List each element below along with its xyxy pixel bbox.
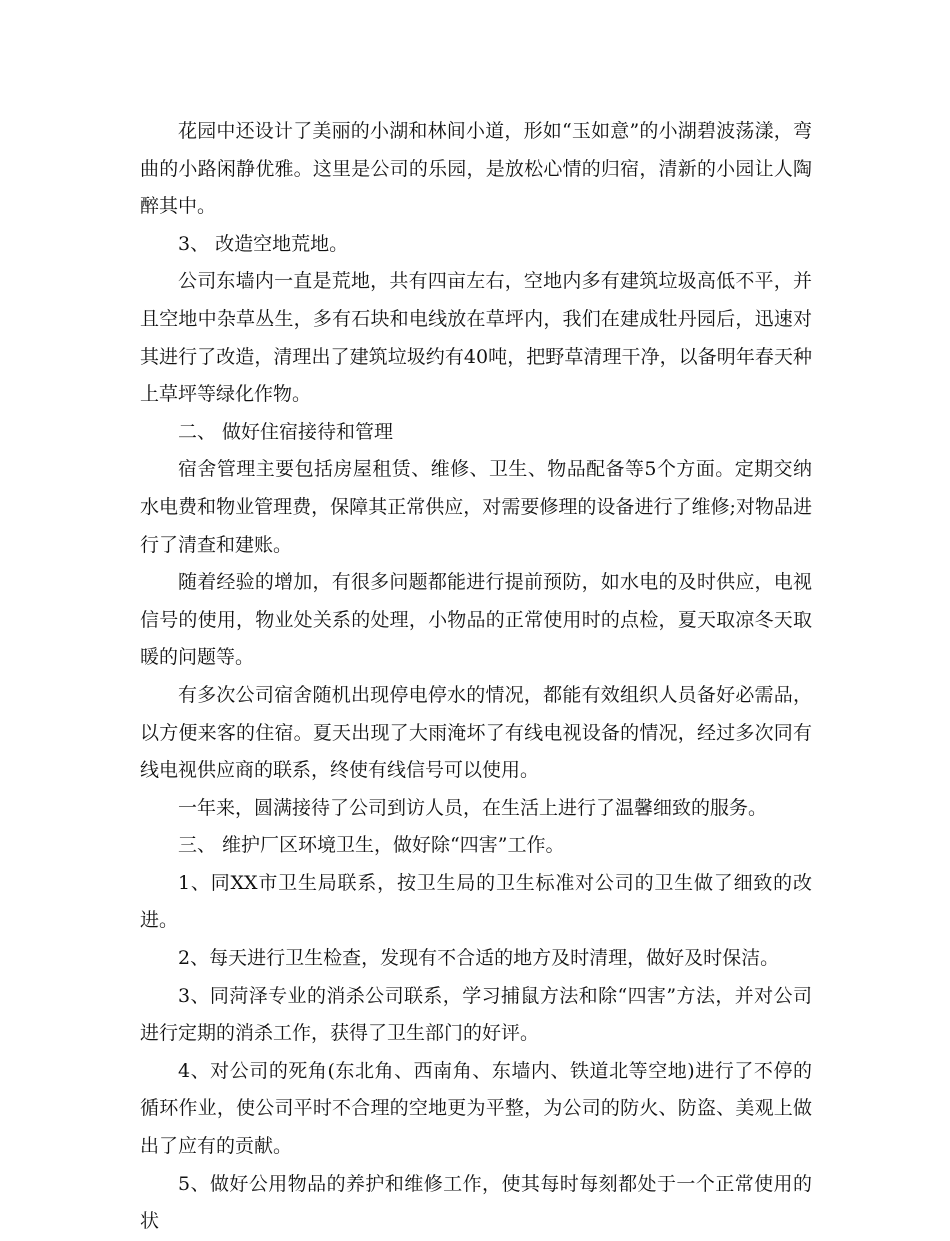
list-item-pest-control: 3、同菏泽专业的消杀公司联系，学习捕鼠方法和除“四害”方法，并对公司进行定期的消杀工作，获得了卫生部门的好评。: [140, 984, 812, 1045]
heading-renovate-wasteland: 3、 改造空地荒地。: [178, 232, 349, 255]
paragraph-east-wall-wasteland: 公司东墙内一直是荒地，共有四亩左右，空地内多有建筑垃圾高低不平，并且空地中杂草丛生，多有石块和电线放在草坪内，我们在建成牡丹园后，迅速对其进行了改造，清理出了建筑垃圾约有40吨，把野草清理干净，以备明年春天种上草坪等绿化作物。: [140, 270, 812, 406]
heading-accommodation-management: 二、 做好住宿接待和管理: [178, 420, 394, 443]
list-item-dead-corners: 4、对公司的死角(东北角、西南角、东墙内、铁道北等空地)进行了不停的循环作业，使公司平时不合理的空地更为平整，为公司的防火、防盗、美观上做出了应有的贡献。: [140, 1059, 812, 1158]
document-body: [140, 113, 812, 1241]
list-item-daily-inspection: 2、每天进行卫生检查，发现有不合适的地方及时清理，做好及时保洁。: [178, 947, 780, 970]
list-item-public-goods: 5、做好公用物品的养护和维修工作，使其每时每刻都处于一个正常使用的状: [140, 1172, 812, 1233]
list-item-health-bureau: 1、同XX市卫生局联系，按卫生局的卫生标准对公司的卫生做了细致的改进。: [140, 871, 812, 932]
paragraph-power-water-outage: 有多次公司宿舍随机出现停电停水的情况，都能有效组织人员备好必需品，以方便来客的住宿。夏天出现了大雨淹坏了有线电视设备的情况，经过多次同有线电视供应商的联系，终使有线信号可以使用。: [140, 683, 812, 782]
paragraph-garden-lake: 花园中还设计了美丽的小湖和林间小道，形如“玉如意”的小湖碧波荡漾，弯曲的小路闲静优雅。这里是公司的乐园，是放松心情的归宿，清新的小园让人陶醉其中。: [140, 120, 812, 218]
heading-environmental-hygiene: 三、 维护厂区环境卫生，做好除“四害”工作。: [178, 834, 565, 857]
paragraph-dormitory-management: 宿舍管理主要包括房屋租赁、维修、卫生、物品配备等5个方面。定期交纳水电费和物业管理费，保障其正常供应，对需要修理的设备进行了维修;对物品进行了清查和建账。: [140, 458, 812, 556]
paragraph-year-reception: 一年来，圆满接待了公司到访人员，在生活上进行了温馨细致的服务。: [178, 796, 768, 819]
paragraph-experience-prevention: 随着经验的增加，有很多问题都能进行提前预防，如水电的及时供应，电视信号的使用，物业处关系的处理，小物品的正常使用时的点检，夏天取凉冬天取暖的问题等。: [140, 571, 812, 669]
